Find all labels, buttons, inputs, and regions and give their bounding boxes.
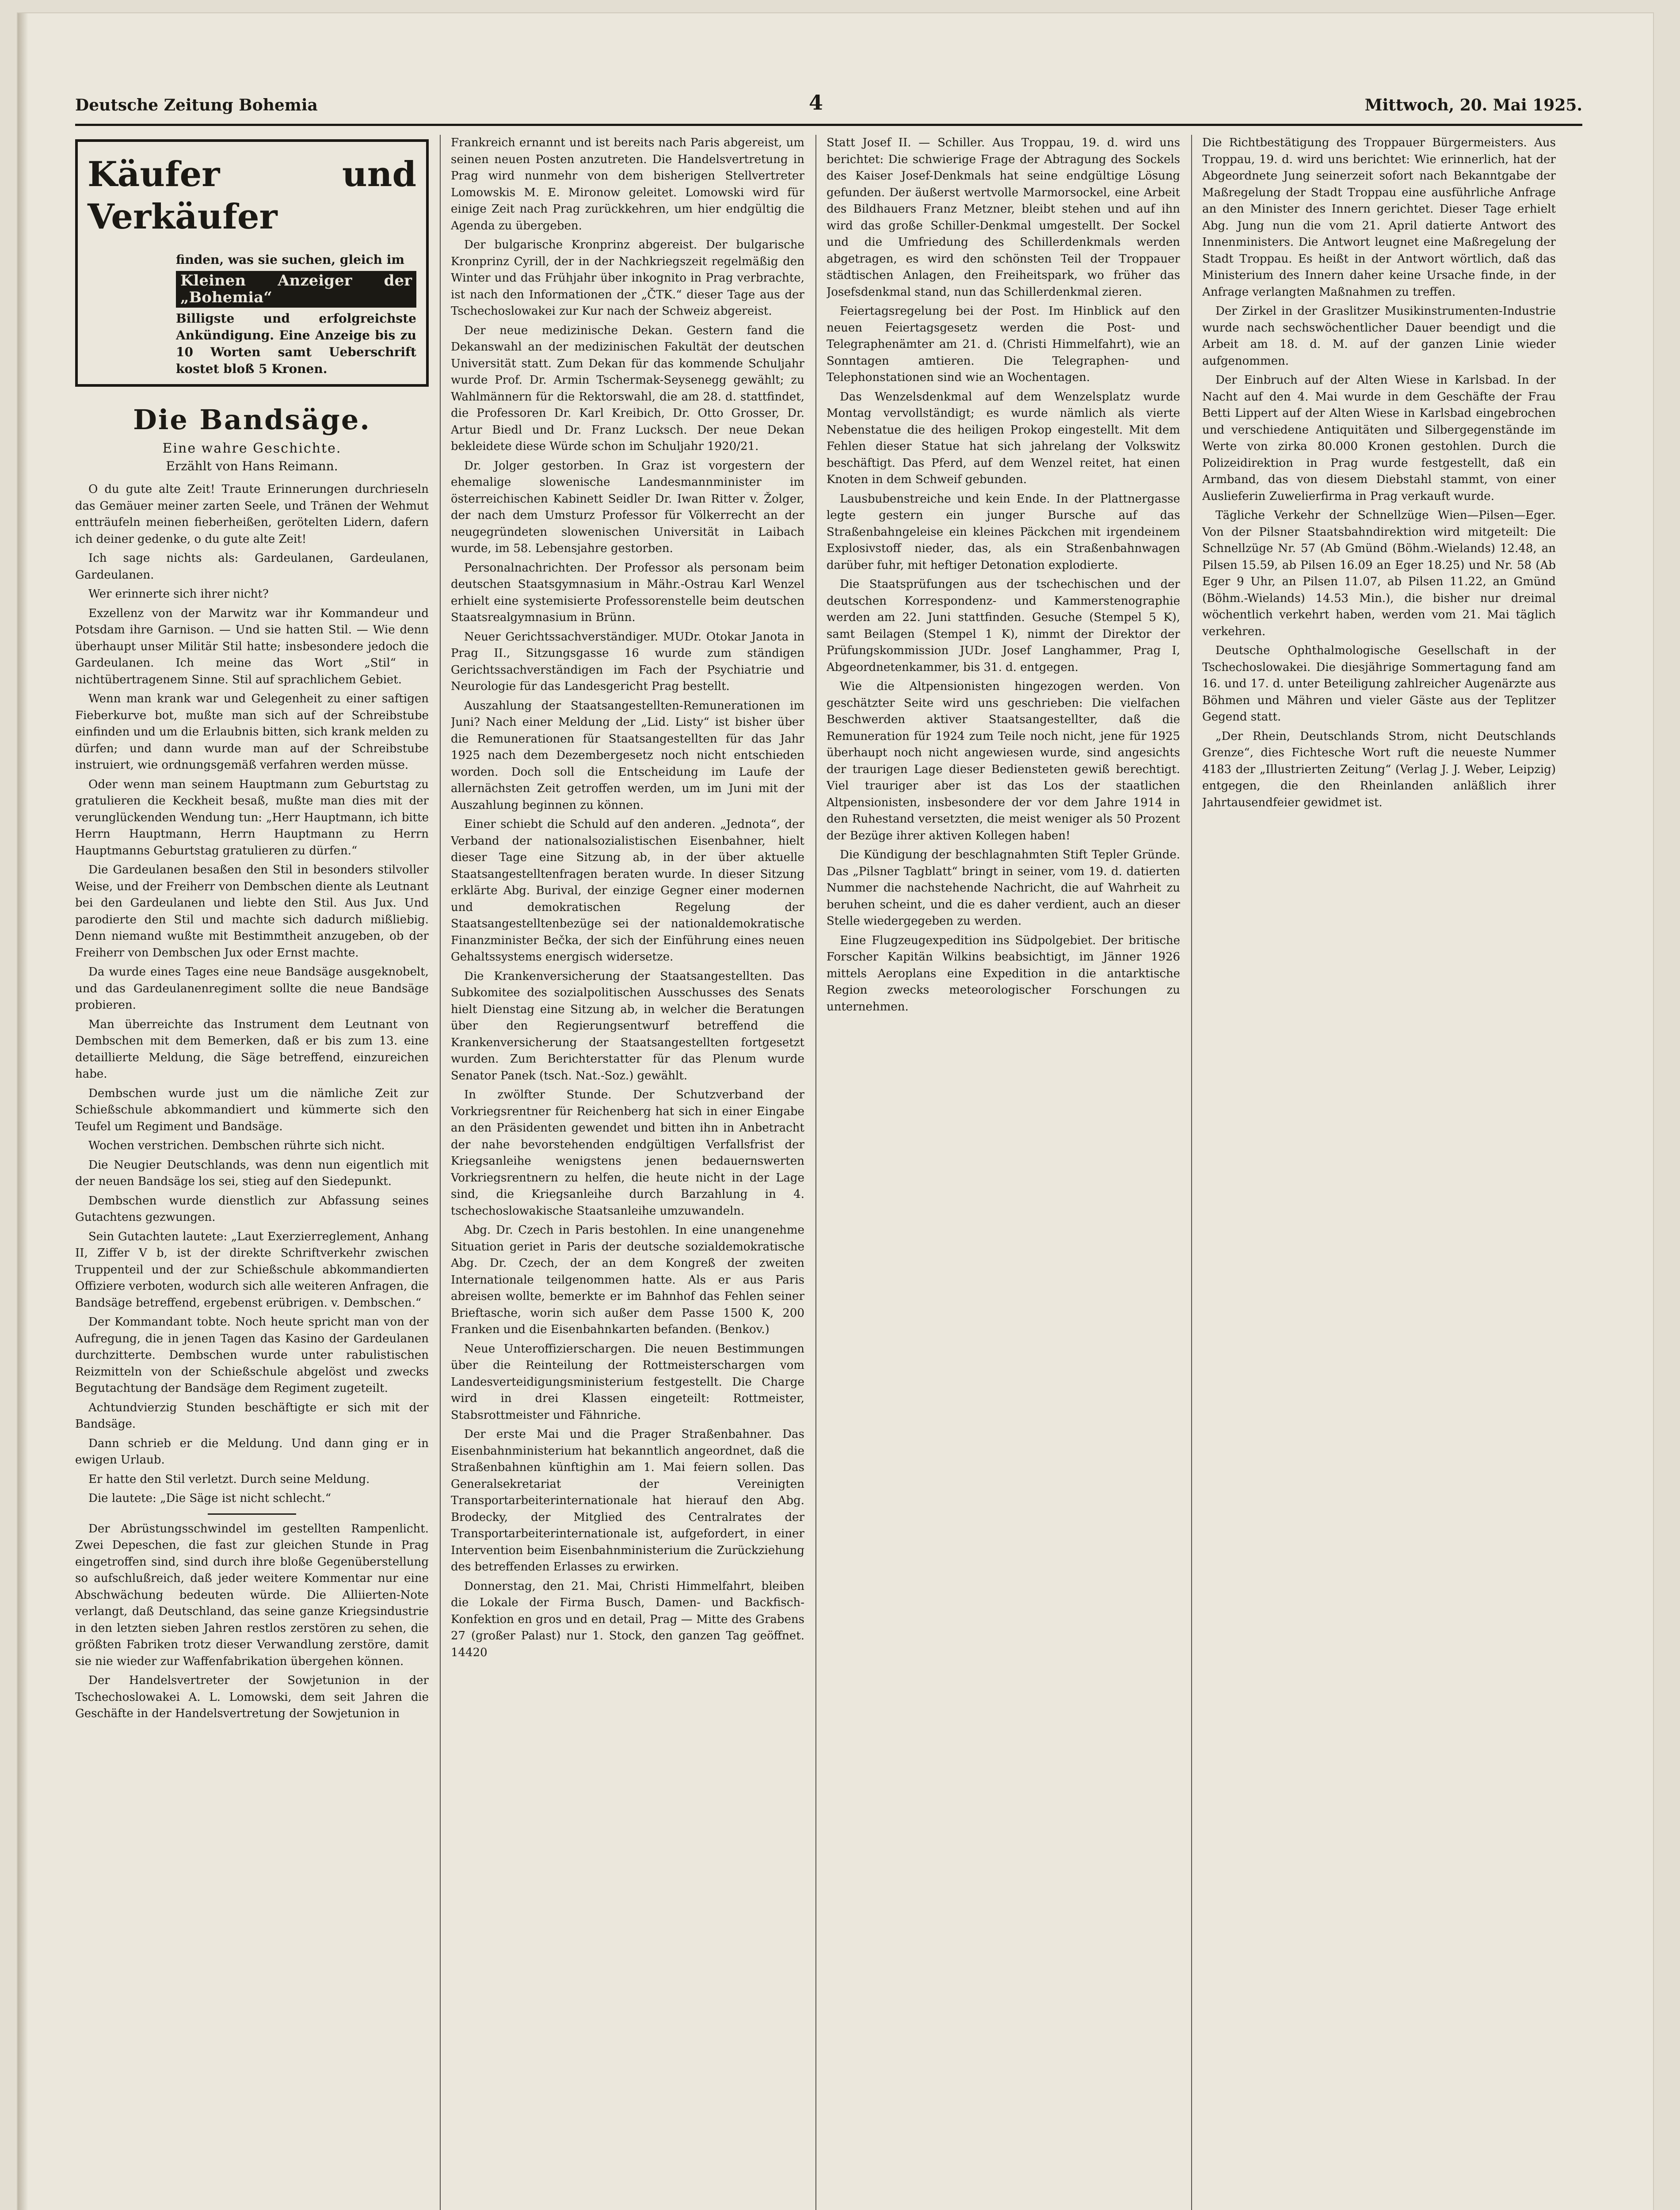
story-paragraph: Ich sage nichts als: Gardeulanen, Gardeulanen, Gardeulanen. (75, 552, 429, 582)
story-paragraph: Er hatte den Stil verletzt. Durch seine Meldung. (88, 1472, 370, 1486)
header-rule (75, 124, 1582, 126)
story-paragraph: Die Neugier Deutschlands, was denn nun eigentlich mit der neuen Bandsäge los sei, stieg auf den Siedepunkt. (75, 1158, 429, 1188)
story-title: Die Bandsäge. (133, 404, 371, 436)
news-item: „Der Rhein, Deutschlands Strom, nicht Deutschlands Grenze“, dies Fichtesche Wort ruft die neueste Nummer 4183 der „Illustrierten Zeitung“ (Verlag J. J. Weber, Leipzig) entgegen, die den Rheinlanden anläßlich ihrer Jahrtausendfeier gewidmet ist. (1202, 729, 1556, 809)
story-paragraph: Oder wenn man seinem Hauptmann zum Geburtstag zu gratulieren die Keckheit besaß, mußte man dies mit der verunglückenden Wendung tun: „Herr Hauptmann, ich bitte Herrn Hauptmann, Herrn Hauptmann zu Herrn Hauptmanns Geburtstag gratulieren zu dürfen.“ (75, 777, 429, 857)
story-paragraph: Der Kommandant tobte. Noch heute spricht man von der Aufregung, die in jenen Tagen das Kasino der Gardeulanen durchzitterte. Dembschen wurde unter rabulistischen Reizmitteln von der Schießschule abgelöst und zwecks Begutachtung der Bandsäge dem Regiment zugeteilt. (75, 1315, 429, 1395)
news-item: Die Kündigung der beschlagnahmten Stift Tepler Gründe. Das „Pilsner Tagblatt“ bringt in seiner, vom 19. d. datierten Nummer die nachstehende Nachricht, die auf Wahrheit zu beruhen scheint, und die es daher verdient, auch an dieser Stelle wiedergegeben zu werden. (827, 848, 1180, 928)
news-item: Die Krankenversicherung der Staatsangestellten. Das Subkomitee des sozialpolitischen Ausschusses des Senats hielt Dienstag eine Sitzung ab, in welcher die Beratungen über den Regierungsentwurf betreffend die Krankenversicherung der Staatsangestellten fortgesetzt wurden. Zum Berichterstatter für das Plenum wurde Senator Panek (tsch. Nat.-Soz.) gewählt. (451, 969, 804, 1082)
story-paragraph: Die lautete: „Die Säge ist nicht schlecht.“ (88, 1492, 331, 1505)
column-2 (451, 135, 804, 2210)
news-item: Der bulgarische Kronprinz abgereist. Der bulgarische Kronprinz Cyrill, der in der Nachkriegszeit regelmäßig den Winter und das Frühjahr über inkognito in Prag verbrachte, ist nach den Informationen der „ČTK.“ dieser Tage aus der Tschechoslowakei zur Kur nach der Schweiz abgereist. (451, 238, 804, 318)
news-item: Der erste Mai und die Prager Straßenbahner. Das Eisenbahnministerium hat bekanntlich angeordnet, daß die Straßenbahnen künftighin am 1. Mai feiern sollen. Das Generalsekretariat der Vereinigten Transportarbeiterinternationale hat hierauf den Abg. Brodecky, der Mitglied des Centralrates der Transportarbeiterinternationale ist, aufgefordert, in einer Intervention beim Eisenbahnministerium die Zurückziehung des betreffenden Erlasses zu erwirken. (451, 1428, 804, 1574)
news-item: Der Abrüstungsschwindel im gestellten Rampenlicht. Zwei Depeschen, die fast zur gleichen Stunde in Prag eingetroffen sind, sind durch ihre bloße Gegenüberstellung so aufschlußreich, daß jeder weitere Kommentar nur eine Abschwächung bedeuten würde. Die Alliierten-Note verlangt, daß Deutschland, das seine ganze Kriegsindustrie in den letzten sieben Jahren restlos zerstören zu sehen, die größten Fabriken trotz dieser Verwandlung zerstöre, damit sie nie wieder zur Waffenfabrikation übergehen können. (75, 1522, 429, 1668)
classified-ad-box (75, 139, 429, 387)
column-3 (827, 135, 1180, 2210)
news-item: Tägliche Verkehr der Schnellzüge Wien—Pilsen—Eger. Von der Pilsner Staatsbahndirektion wird mitgeteilt: Die Schnellzüge Nr. 57 (Ab Gmünd (Böhm.-Wielands) 12.48, an Pilsen 15.59, ab Pilsen 16.09 an Eger 18.25) und Nr. 58 (Ab Eger 9 Uhr, an Pilsen 11.07, ab Pilsen 11.22, an Gmünd (Böhm.-Wielands) 14.53 Min.), die bisher nur dreimal wöchentlich verkehrt haben, werden vom 21. Mai täglich verkehren. (1202, 509, 1556, 638)
news-item: In zwölfter Stunde. Der Schutzverband der Vorkriegsrentner für Reichenberg hat sich in einer Eingabe an den Präsidenten gewendet und bitten ihn in Anbetracht der nahe bevorstehenden endgültigen Verfallsfrist der Kriegsanleihe wenigstens jenen bedauernswerten Vorkriegsrentnern zu helfen, die heute nicht in der Lage sind, die Kriegsanleihe durch Barzahlung in 4. tschechoslowakische Staatsanleihe umzuwandeln. (451, 1088, 804, 1218)
ad-brand: Kleinen Anzeiger der „Bohemia“ (176, 271, 416, 308)
story-paragraph: Achtundvierzig Stunden beschäftigte er sich mit der Bandsäge. (75, 1401, 429, 1431)
news-item: Feiertagsregelung bei der Post. Im Hinblick auf den neuen Feiertagsgesetz werden die Post- und Telegraphenämter am 21. d. (Christi Himmelfahrt), wie an Sonntagen amtieren. Die Telegraphen- und Telephonstationen sind wie an Wochentagen. (827, 305, 1180, 384)
story-paragraph: Wenn man krank war und Gelegenheit zu einer saftigen Fieberkurve bot, mußte man sich auf der Schreibstube einfinden und um die Erlaubnis bitten, sich krank melden zu dürfen; und dann wurde man auf der Schreibstube instruiert, wie ordnungsgemäß verfahren werden müsse. (75, 692, 429, 772)
news-item: Der Handelsvertreter der Sowjetunion in der Tschechoslowakei A. L. Lomowski, dem seit Jahren die Geschäfte in der Handelsvertretung der Sowjetunion in (75, 1674, 429, 1720)
column-4 (1202, 135, 1556, 2210)
ad-body: Billigste und erfolgreichste Ankündigung. Eine Anzeige bis zu 10 Worten samt Ueberschrift kostet bloß 5 Kronen. (176, 311, 416, 376)
news-item: Statt Josef II. — Schiller. Aus Troppau, 19. d. wird uns berichtet: Die schwierige Frage der Abtragung des Sockels des Kaiser Josef-Denkmals hat seine endgültige Lösung gefunden. Der äußerst wertvolle Marmorsockel, eine Arbeit des Bildhauers Franz Metzner, bleibt stehen und auf ihn wird das große Schiller-Denkmal umgestellt. Der Sockel und die Umfriedung des Schillerdenkmals werden abgetragen, es wird den schönsten Teil der Troppauer städtischen Anlagen, den Freiheitspark, wo früher das Josefsdenkmal stand, nun das Schillerdenkmal zieren. (827, 136, 1180, 299)
news-item: Frankreich ernannt und ist bereits nach Paris abgereist, um seinen neuen Posten anzutreten. Die Handelsvertretung in Prag wird nunmehr von dem bisherigen Stellvertreter Lomowskis M. E. Mironow geleitet. Lomowski wird für einige Zeit nach Prag zurückkehren, um hier endgültig die Agenda zu übergeben. (451, 136, 804, 232)
news-item: Deutsche Ophthalmologische Gesellschaft in der Tschechoslowakei. Die diesjährige Sommertagung fand am 16. und 17. d. unter Beteiligung zahlreicher Augenärzte aus Böhmen und Mähren und vieler Gäste aus der Teplitzer Gegend statt. (1202, 644, 1556, 724)
news-item: Eine Flugzeugexpedition ins Südpolgebiet. Der britische Forscher Kapitän Wilkins beabsichtigt, im Jänner 1926 mittels Aeroplans eine Expedition in die antarktische Region zwecks meteorologischer Forschungen zu unternehmen. (827, 934, 1180, 1014)
ad-line: finden, was sie suchen, gleich im (176, 252, 404, 267)
section-divider (208, 1513, 296, 1515)
news-item: Die Richtbestätigung des Troppauer Bürgermeisters. Aus Troppau, 19. d. wird uns berichtet: Wie erinnerlich, hat der Abgeordnete Jung seinerzeit sofort nach Bekanntgabe der Maßregelung der Stadt Troppau eine ausführliche Anfrage an den Minister des Innern gerichtet. Dieser Tage erhielt Abg. Jung nun die vom 21. April datierte Antwort des Innenministers. Die Antwort leugnet eine Maßregelung der Stadt Troppau. Es heißt in der Antwort wörtlich, daß das Ministerium des Innern daher keine Ursache finde, in der Anfrage verlangten Maßnahmen zu treffen. (1202, 136, 1556, 299)
story-paragraph: Man überreichte das Instrument dem Leutnant von Dembschen mit dem Bemerken, daß er bis zum 13. eine detaillierte Meldung, die Säge betreffend, einzureichen habe. (75, 1017, 429, 1081)
newspaper-name: Deutsche Zeitung Bohemia (75, 96, 318, 114)
newspaper-page (18, 13, 1653, 2210)
story-paragraph: Da wurde eines Tages eine neue Bandsäge ausgeknobelt, und das Gardeulanenregiment sollte die neue Bandsäge probieren. (75, 965, 429, 1012)
column-separator (815, 135, 816, 2210)
story-paragraph: Wer erinnerte sich ihrer nicht? (88, 587, 269, 601)
page-number: 4 (809, 91, 823, 114)
news-item: Die Staatsprüfungen aus der tschechischen und der deutschen Korrespondenz- und Kammerstenographie werden am 22. Juni stattfinden. Gesuche (Stempel 5 K), samt Beilagen (Stempel 1 K), nimmt der Direktor der Prüfungskommission JUDr. Josef Langhammer, Prag I, Abgeordnetenkammer, bis 31. d. entgegen. (827, 578, 1180, 674)
column-separator (440, 135, 441, 2210)
news-item: Der neue medizinische Dekan. Gestern fand die Dekanswahl an der medizinischen Fakultät der deutschen Universität statt. Zum Dekan für das kommende Schuljahr wurde Prof. Dr. Armin Tschermak-Seysenegg gewählt; zu Wahlmännern für die Rektorswahl, die am 28. d. stattfindet, die Professoren Dr. Karl Kreibich, Dr. Otto Grosser, Dr. Artur Biedl und Dr. Franz Lucksch. Der neue Dekan bekleidete diese Würde schon im Schuljahr 1920/21. (451, 324, 804, 453)
page-fold-shadow (18, 13, 28, 2210)
story-paragraph: Sein Gutachten lautete: „Laut Exerzierreglement, Anhang II, Ziffer V b, ist der direkte Schriftverkehr zwischen Truppenteil und der zur Schießschule abkommandierten Offiziere verboten, wodurch sich alle weiteren Anfragen, die Bandsäge betreffend, ergebenst erübrigen. v. Dembschen.“ (75, 1230, 429, 1310)
story-paragraph: Dembschen wurde dienstlich zur Abfassung seines Gutachtens gezwungen. (75, 1194, 429, 1224)
news-item: Der Zirkel in der Graslitzer Musikinstrumenten-Industrie wurde nach sechswöchentlicher Dauer beendigt und die Arbeit am 18. d. M. auf der ganzen Linie wieder aufgenommen. (1202, 305, 1556, 368)
news-item: Dr. Jolger gestorben. In Graz ist vorgestern der ehemalige slowenische Landesmannminister im österreichischen Kabinett Seidler Dr. Iwan Ritter v. Žolger, der nach dem Umsturz Professor für Völkerrecht an der neugegründeten slowenischen Universität in Laibach wurde, im 58. Lebensjahre gestorben. (451, 459, 804, 555)
news-item: Einer schiebt die Schuld auf den anderen. „Jednota“, der Verband der nationalsozialistischen Eisenbahner, hielt dieser Tage eine Sitzung ab, in der über aktuelle Staatsangestelltenfragen beraten wurde. In dieser Sitzung erklärte Abg. Burival, der einzige Gegner einer modernen und demokratischen Regelung der Staatsangestelltenbezüge sei der nationaldemokratische Finanzminister Bečka, der sich der Einführung eines neuen Gehaltssystems energisch widersetze. (451, 818, 804, 964)
story-paragraph: Dembschen wurde just um die nämliche Zeit zur Schießschule abkommandiert und kümmerte sich den Teufel um Regiment und Bandsäge. (75, 1086, 429, 1133)
news-item: Lausbubenstreiche und kein Ende. In der Plattnergasse legte gestern ein junger Bursche auf das Straßenbahngeleise ein kleines Päckchen mit irgendeinem Explosivstoff nieder, das, als ein Straßenbahnwagen darüber fuhr, mit heftiger Detonation explodierte. (827, 492, 1180, 572)
column-separator (1191, 135, 1192, 2210)
news-item: Neuer Gerichtssachverständiger. MUDr. Otokar Janota in Prag II., Sitzungsgasse 16 wurde zum ständigen Gerichtssachverständigen im Fach der Psychiatrie und Neurologie für das Landesgericht Prag bestellt. (451, 630, 804, 693)
news-item: Wie die Altpensionisten hingezogen werden. Von geschätzter Seite wird uns geschrieben: Die vielfachen Beschwerden aktiver Staatsangestellter, daß die Remuneration für 1924 zum Teile noch nicht, jene für 1925 überhaupt noch nicht angewiesen wurde, sind angesichts der traurigen Lage dieser Bediensteten gewiß berechtigt. Viel trauriger aber ist das Los der staatlichen Altpensionisten, insbesondere der vor dem Jahre 1914 in den Ruhestand versetzten, die meist weniger als 50 Prozent der Bezüge ihrer aktiven Kollegen haben! (827, 680, 1180, 842)
story-author: Erzählt von Hans Reimann. (166, 459, 338, 473)
story-paragraph: O du gute alte Zeit! Traute Erinnerungen durchrieseln das Gemäuer meiner zarten Seele, und Tränen der Wehmut entträufeln meinen fieberheißen, gerötelten Lidern, dafern ich deiner gedenke, o du gute alte Zeit! (75, 483, 429, 546)
story-subtitle: Eine wahre Geschichte. (162, 441, 342, 456)
news-item: Abg. Dr. Czech in Paris bestohlen. In eine unangenehme Situation geriet in Paris der deutsche sozialdemokratische Abg. Dr. Czech, der an dem Kongreß der zweiten Internationale teilgenommen hatte. Als er aus Paris abreisen wollte, bemerkte er im Bahnhof das Fehlen seiner Brieftasche, worin sich außer dem Passe 1500 K, 200 Franken und die Eisenbahnkarten befanden. (Benkov.) (451, 1223, 804, 1336)
news-item: Das Wenzelsdenkmal auf dem Wenzelsplatz wurde Montag vervollständigt; es wurde nämlich als vierte Nebenstatue die des heiligen Prokop eingestellt. Mit dem Fehlen dieser Statue hat sich jahrelang der Volkswitz beschäftigt. Das Pferd, auf dem Wenzel reitet, hat einen Knoten in dem Schweif gebunden. (827, 390, 1180, 486)
ad-title: Käufer und Verkäufer (88, 154, 416, 237)
story-body (75, 481, 429, 1507)
page-header (75, 91, 1582, 122)
news-item: Der Einbruch auf der Alten Wiese in Karlsbad. In der Nacht auf den 4. Mai wurde in dem Geschäfte der Frau Betti Lippert auf der Alten Wiese in Karlsbad eingebrochen und verschiedene Antiquitäten und Silbergegenstände im Werte von zirka 80.000 Kronen gestohlen. Durch die Polizeidirektion in Prag wurde festgestellt, daß ein Armband, das von diesem Diebstahl stammt, von einer Auslieferin Zuwelierfirma in Prag verkauft wurde. (1202, 373, 1556, 503)
news-item: Neue Unteroffizierschargen. Die neuen Bestimmungen über die Reinteilung der Rottmeisterschargen vom Landesverteidigungsministerium festgestellt. Die Charge wird in drei Klassen eingeteilt: Rottmeister, Stabsrottmeister und Fähnriche. (451, 1342, 804, 1422)
story-paragraph: Die Gardeulanen besaßen den Stil in besonders stilvoller Weise, und der Freiherr von Dembschen diente als Leutnant bei den Gardeulanen und liebte den Stil. Aus Jux. Und parodierte den Stil und machte sich dadurch mißliebig. Denn niemand wußte mit Bestimmtheit anzugeben, ob der Freiherr von Dembschen Jux oder Ernst machte. (75, 863, 429, 960)
story-paragraph: Exzellenz von der Marwitz war ihr Kommandeur und Potsdam ihre Garnison. — Und sie hatten Stil. — Wie denn überhaupt unser Militär Stil hatte; insbesondere jedoch die Gardeulanen. Ich meine das Wort „Stil“ in nichtübertragenem Sinne. Stil auf sprachlichem Gebiet. (75, 606, 429, 686)
column-1 (75, 135, 429, 2210)
story-paragraph: Wochen verstrichen. Dembschen rührte sich nicht. (88, 1139, 385, 1152)
news-item: Auszahlung der Staatsangestellten-Remunerationen im Juni? Nach einer Meldung der „Lid. Listy“ ist bisher über die Remunerationen für Staatsangestellten für das Jahr 1925 nach dem Dezembergesetz noch nicht entschieden worden. Doch soll die Entscheidung im Laufe der allernächsten Zeit getroffen werden, um im Juni mit der Auszahlung beginnen zu können. (451, 699, 804, 812)
issue-date: Mittwoch, 20. Mai 1925. (1364, 96, 1582, 114)
news-item: Donnerstag, den 21. Mai, Christi Himmelfahrt, bleiben die Lokale der Firma Busch, Damen- und Backfisch-Konfektion en gros und en detail, Prag — Mitte des Grabens 27 (großer Palast) nur 1. Stock, den ganzen Tag geöffnet. 14420 (451, 1579, 804, 1659)
story-paragraph: Dann schrieb er die Meldung. Und dann ging er in ewigen Urlaub. (75, 1436, 429, 1467)
news-item: Personalnachrichten. Der Professor als personam beim deutschen Staatsgymnasium in Mähr.-Ostrau Karl Wenzel erhielt eine systemisierte Professorenstelle beim deutschen Staatsrealgymnasium in Brünn. (451, 561, 804, 624)
